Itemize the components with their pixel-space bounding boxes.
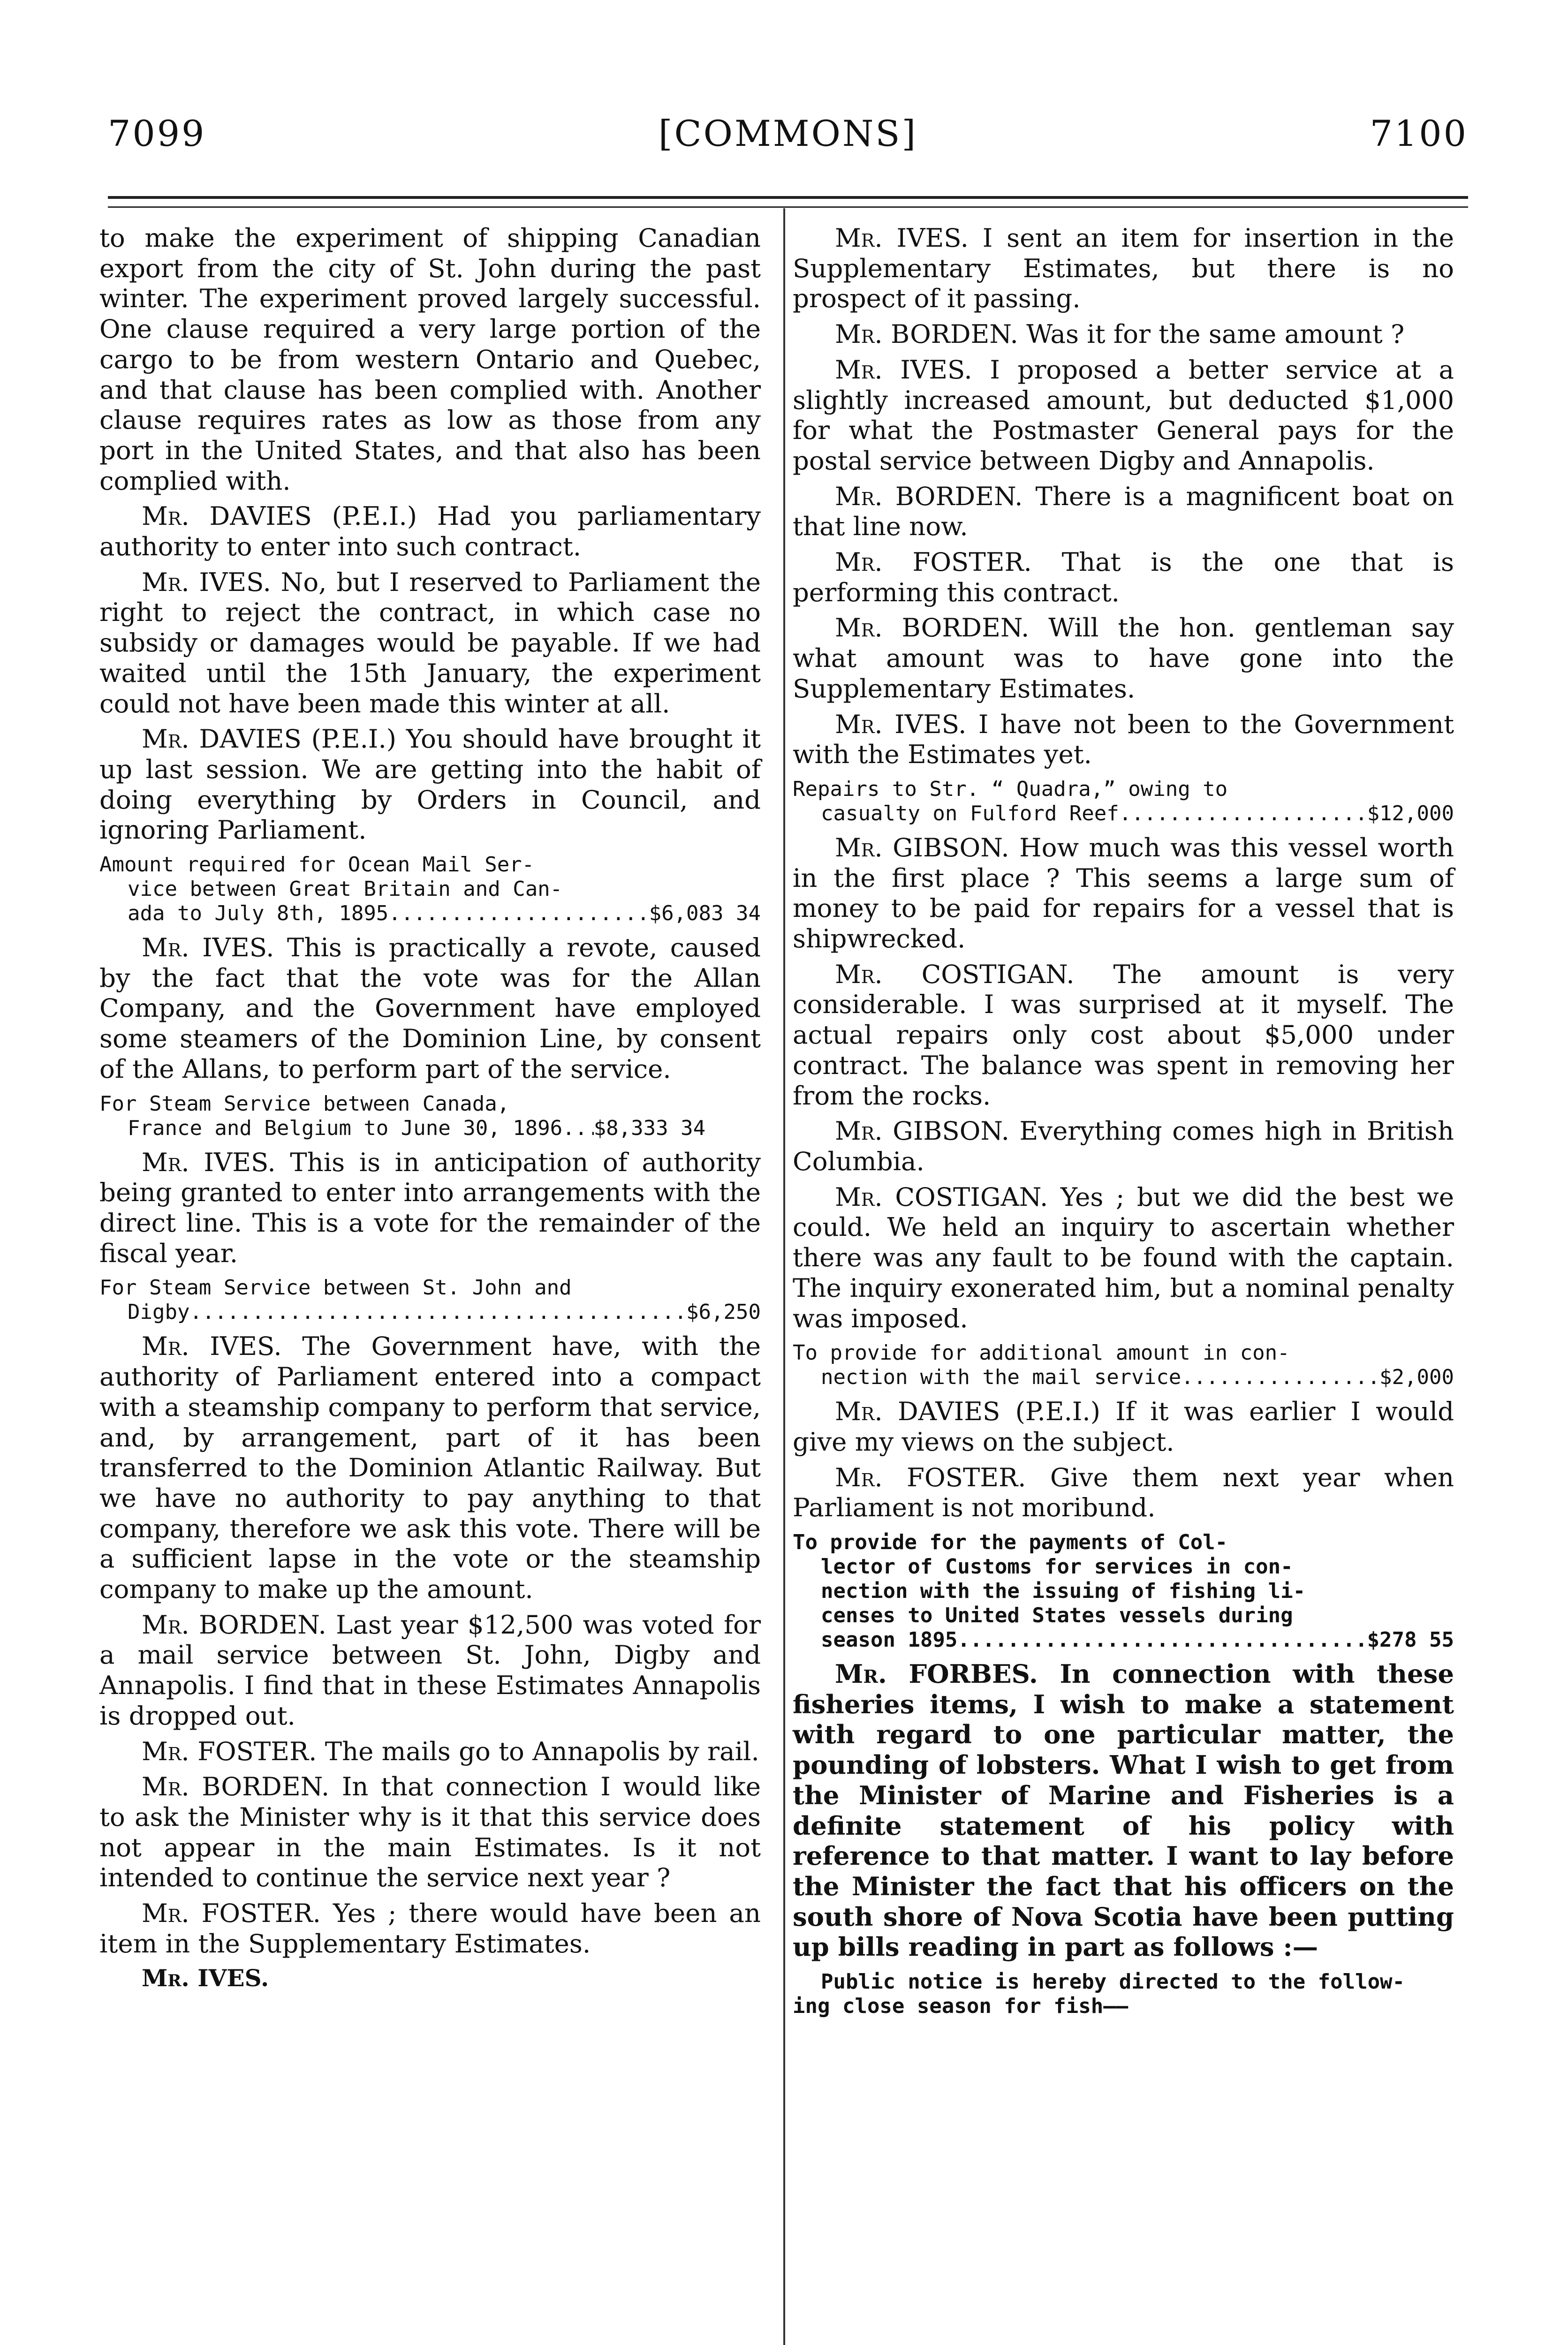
speaker: Mr. IVES. (142, 1331, 282, 1362)
right-column (793, 223, 1454, 2025)
speech-text: If it was earlier I would give my views on the subject. (793, 1396, 1454, 1457)
speech (99, 1147, 761, 1269)
speech-text: Yes ; there would have been an item in the Supplementary Estimates. (99, 1898, 761, 1959)
speech (99, 1610, 761, 1731)
speaker: Mr. BORDEN. (835, 319, 1018, 349)
speech-text: How much was this vessel worth in the first place ? This seems a large sum of money to be paid for repairs for a vessel that is shipwrecked. (793, 832, 1454, 954)
speech-text: Had you parliamentary authority to enter into such contract. (99, 501, 761, 562)
speaker: Mr. IVES. (142, 1147, 276, 1177)
speech-text: Was it for the same amount ? (1026, 319, 1405, 349)
speech-text: The Government have, with the authority of Parliament entered into a compact with a steamship company to perform that service, and, by arrangement, part of it has been transferred to the Dominion Atlantic Railway. But we have no authority to pay anything to that company, therefore we ask this vote. There will be a sufficient lapse in the vote or the steamship company to make up the amount. (99, 1331, 761, 1604)
speech (793, 223, 1454, 314)
item-line: To provide for additional amount in con- (793, 1341, 1290, 1365)
item-label: ada to July 8th, 1895 (128, 901, 389, 926)
item-line: nection with the issuing of fishing li- (821, 1579, 1306, 1604)
speech (99, 932, 761, 1084)
item-amount: $12,000 (1367, 801, 1454, 825)
speech (793, 1462, 1454, 1523)
speech-text: Give them next year when Parliament is not moribund. (793, 1462, 1454, 1523)
speech-text: You should have brought it up last session. We are getting into the habit of doing everything by Orders in Council, and ignoring Parliament. (99, 724, 761, 845)
speech-text: I have not been to the Government with the Estimates yet. (793, 709, 1454, 770)
speaker: Mr. BORDEN. (835, 481, 1023, 511)
speaker: Mr. IVES. (835, 354, 972, 385)
item-label: Digby (128, 1300, 190, 1324)
item-amount-line (793, 1628, 1454, 1652)
speech (99, 501, 761, 561)
header-rule-thick (108, 196, 1468, 199)
speaker: Mr. FOSTER. (835, 1462, 1026, 1492)
leader-dots (575, 1116, 594, 1141)
estimate-item (793, 1530, 1454, 1652)
speech (99, 724, 761, 845)
item-amount: $6,083 34 (649, 901, 761, 926)
speaker: Mr. IVES. (835, 709, 967, 739)
speech (793, 319, 1454, 349)
speech-text: The amount is very considerable. I was surprised at it myself. The actual repairs only cost about $5,000 under contract. The balance was spent in removing her from the rocks. (793, 959, 1454, 1111)
speaker: Mr. IVES. (835, 223, 969, 253)
speech-text: Last year $12,500 was voted for a mail service between St. John, Digby and Annapolis. I find that in these Estimates Annapolis is dropped out. (99, 1609, 761, 1731)
speech-text: Will the hon. gentleman say what amount was to have gone into the Supplementary Estimates. (793, 613, 1454, 704)
continued-speaker: Mr. IVES. (142, 1964, 269, 1992)
item-line: Amount required for Ocean Mail Ser- (99, 853, 535, 877)
speech (793, 1116, 1454, 1176)
speech (99, 1771, 761, 1893)
speaker: Mr. GIBSON. (835, 832, 1009, 862)
item-line: vice between Great Britain and Can- (128, 877, 563, 901)
item-line: Repairs to Str. “ Quadra,” owing to (793, 777, 1228, 801)
speaker: Mr. DAVIES (P.E.I.) (142, 724, 397, 754)
leader-dots (1119, 802, 1367, 826)
speaker: Mr. IVES. (142, 567, 271, 597)
speech (793, 1182, 1454, 1334)
item-label: casualty on Fulford Reef (821, 801, 1119, 825)
speech-text: This is practically a revote, caused by the fact that the vote was for the Allan Company, and the Government have employed some steamers of the Dominion Line, by consent of the Allans, to perform part of the service. (99, 932, 761, 1084)
item-label: France and Belgium to June 30, 1896. (128, 1116, 575, 1140)
speech-text: I proposed a better service at a slightly increased amount, but deducted $1,000 for what the Postmaster General pays for the postal service between Digby and Annapolis. (793, 354, 1454, 476)
estimate-item (793, 777, 1454, 826)
item-line: censes to United States vessels during (821, 1604, 1293, 1628)
speaker: Mr. GIBSON. (835, 1116, 1009, 1146)
speech-text: No, but I reserved to Parliament the right to reject the contract, in which case no subsidy or damages would be payable. If we had waited until the 15th January, the experiment could not have been made this winter at all. (99, 567, 761, 719)
speaker: Mr. BORDEN. (142, 1771, 330, 1802)
item-amount-line (99, 1116, 761, 1141)
speech-text: The mails go to Annapolis by rail. (325, 1736, 759, 1766)
header-rule-thin (108, 206, 1468, 208)
speaker: Mr. BORDEN. (142, 1609, 326, 1640)
item-amount-line (793, 802, 1454, 826)
estimate-item (793, 1341, 1454, 1390)
speech-text: Yes ; but we did the best we could. We held an inquiry to ascertain whether there was any fault to be found with the captain. The inquiry exonerated him, but a nominal penalty was imposed. (793, 1181, 1454, 1333)
quoted-notice (793, 1970, 1454, 2019)
speech (793, 1659, 1454, 1962)
quote-line: ing close season for fish—— (793, 1994, 1129, 2019)
speaker: Mr. DAVIES (P.E.I.) (142, 501, 417, 531)
item-amount: $2,000 (1379, 1365, 1454, 1390)
quote-line: Public notice is hereby directed to the follow- (821, 1970, 1405, 1994)
speaker: Mr. FOSTER. (142, 1736, 317, 1766)
item-line: To provide for the payments of Col- (793, 1530, 1228, 1555)
speech (793, 355, 1454, 476)
item-line: For Steam Service between St. John and (99, 1276, 572, 1300)
item-amount: $278 55 (1367, 1628, 1454, 1652)
leader-dots (388, 901, 649, 926)
page-number-left: 7099 (108, 113, 206, 154)
leader-dots (189, 1300, 686, 1324)
speech-text: I sent an item for insertion in the Supplementary Estimates, but there is no prospect of it passing. (793, 223, 1454, 314)
speaker: Mr. FORBES. (835, 1659, 1038, 1689)
item-amount-line (793, 1365, 1454, 1390)
item-line: For Steam Service between Canada, (99, 1091, 510, 1116)
speech (793, 959, 1454, 1111)
speech (99, 1736, 761, 1767)
column-divider (783, 208, 785, 2345)
page-title: [COMMONS] (658, 113, 918, 154)
speech (99, 567, 761, 719)
estimate-item (99, 1092, 761, 1141)
speech (99, 1898, 761, 1959)
speech (793, 832, 1454, 954)
item-amount-line (99, 1300, 761, 1324)
speech-text: This is in anticipation of authority being granted to enter into arrangements with the direct line. This is a vote for the remainder of the fiscal year. (99, 1147, 761, 1268)
item-label: season 1895 (821, 1628, 958, 1652)
item-amount: $8,333 34 (593, 1116, 706, 1140)
page-number-right: 7100 (1370, 113, 1468, 154)
item-amount: $6,250 (686, 1300, 761, 1324)
speaker: Mr. BORDEN. (835, 613, 1030, 643)
speech-text: That is the one that is performing this contract. (793, 547, 1454, 607)
speaker: Mr. FOSTER. (142, 1898, 321, 1929)
leader-dots (1181, 1365, 1379, 1390)
item-line: lector of Customs for services in con- (821, 1555, 1293, 1579)
estimate-item (99, 853, 761, 926)
speaker: Mr. DAVIES (P.E.I.) (835, 1396, 1101, 1427)
speech (99, 1331, 761, 1604)
speech-text: Everything comes high in British Columbia. (793, 1116, 1454, 1176)
speaker: Mr. COSTIGAN. (835, 959, 1075, 989)
item-amount-line (99, 901, 761, 926)
item-label: nection with the mail service (821, 1365, 1182, 1390)
speech (793, 547, 1454, 607)
speech (793, 709, 1454, 770)
paragraph: to make the experiment of shipping Canadian export from the city of St. John during the past winter. The experiment proved largely successful. One clause required a very large portion of the cargo to be from western Ontario and Quebec, and that clause has been complied with. Another clause requires rates as low as those from any port in the United States, and that also has been complied with. (99, 223, 761, 496)
speaker: Mr. IVES. (142, 932, 274, 963)
speaker: Mr. COSTIGAN. (835, 1181, 1048, 1212)
speech (793, 481, 1454, 542)
speech-text: There is a magnificent boat on that line now. (793, 481, 1454, 542)
left-column (99, 223, 761, 1992)
speech-text: In that connection I would like to ask the Minister why is it that this service does not appear in the main Estimates. Is it not intended to continue the service next year ? (99, 1771, 761, 1893)
speaker: Mr. FOSTER. (835, 547, 1032, 577)
speech (793, 613, 1454, 704)
speech-text: In connection with these fisheries items, I wish to make a statement with regard to one particular matter, the pounding of lobsters. What I wish to get from the Minister of Marine and Fisheries is a definite statement of his policy with reference to that matter. I want to lay before the Minister the fact that his officers on the south shore of Nova Scotia have been putting up bills reading in part as follows :— (793, 1659, 1454, 1962)
speech (793, 1396, 1454, 1457)
page-header (108, 113, 1468, 164)
leader-dots (957, 1628, 1367, 1652)
estimate-item (99, 1276, 761, 1324)
